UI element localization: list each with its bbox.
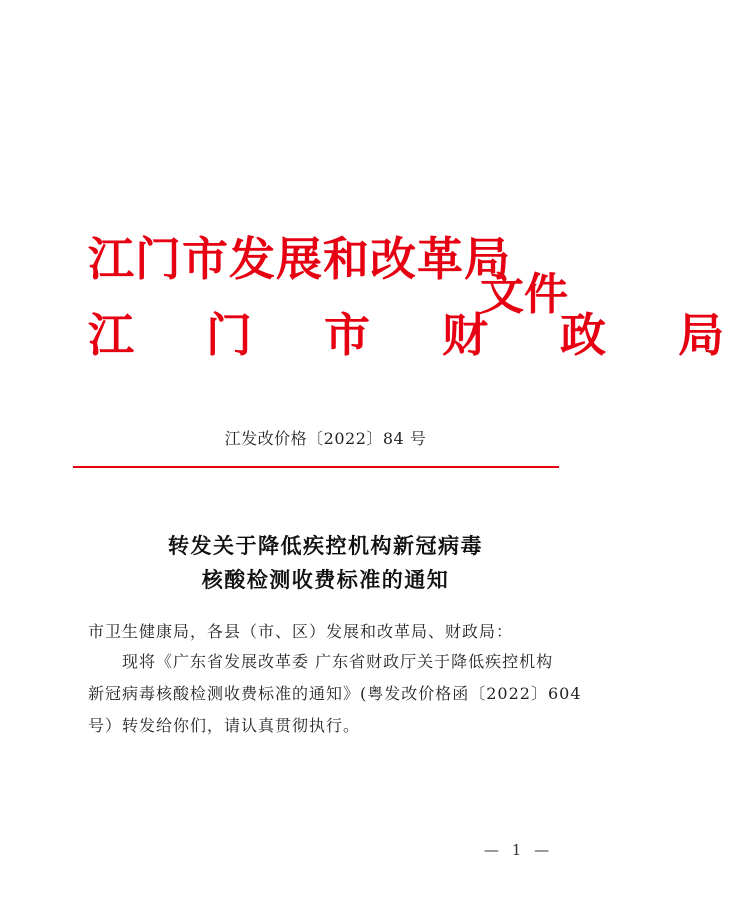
paragraph-line-2: 新冠病毒核酸检测收费标准的通知》(粤发改价格函〔2022〕604 <box>88 684 582 703</box>
document-number: 江发改价格〔2022〕84 号 <box>224 429 427 448</box>
page-number: — 1 — <box>484 841 554 859</box>
title-line-2: 核酸检测收费标准的通知 <box>201 568 450 592</box>
issuer-development-reform-bureau: 江门市发展和改革局 <box>88 232 511 286</box>
title-line-1: 转发关于降低疾控机构新冠病毒 <box>168 534 483 558</box>
document-type-label: 文件 <box>480 269 568 320</box>
red-separator-line <box>73 466 559 468</box>
paragraph-line-3: 号）转发给你们，请认真贯彻执行。 <box>88 716 361 735</box>
issuer-finance-bureau: 江 门 市 财 政 局 <box>88 308 752 362</box>
salutation: 市卫生健康局，各县（市、区）发展和改革局、财政局： <box>88 622 514 641</box>
paragraph-line-1: 现将《广东省发展改革委 广东省财政厅关于降低疾控机构 <box>122 652 554 671</box>
